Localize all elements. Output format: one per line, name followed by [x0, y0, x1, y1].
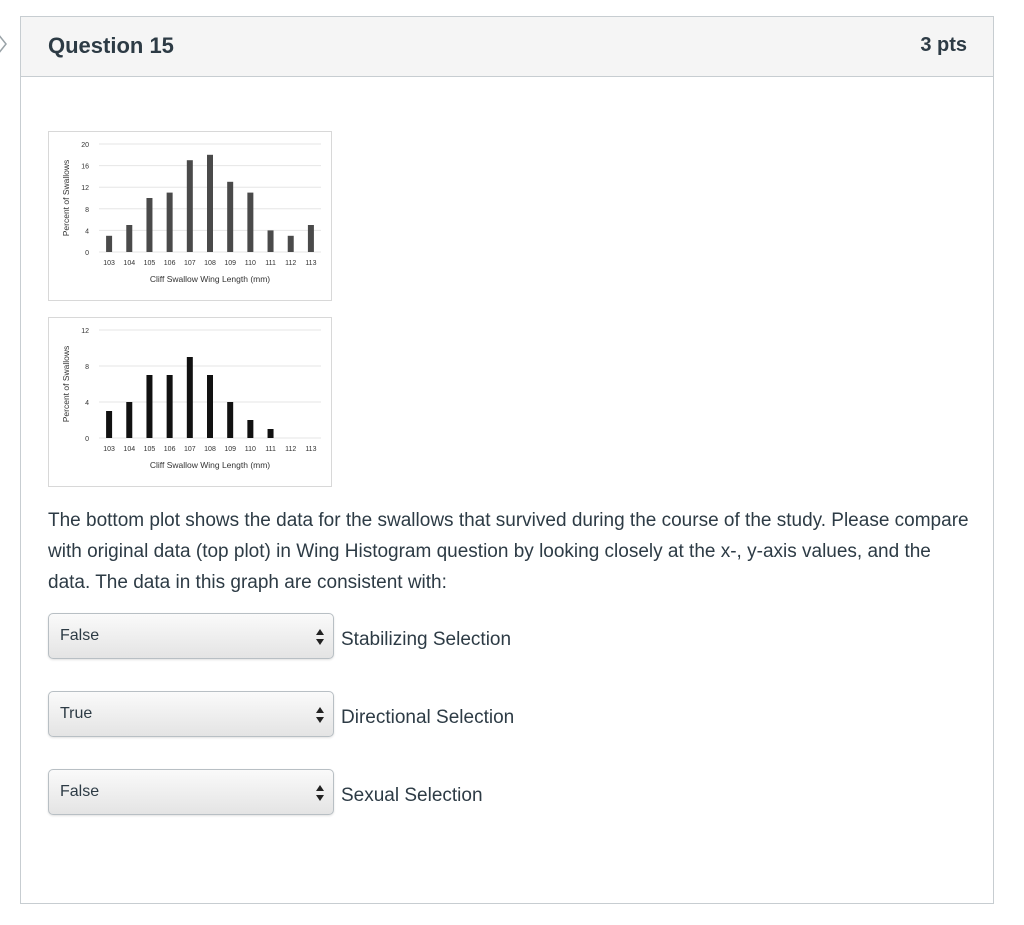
select-value: False [60, 627, 100, 644]
up-down-arrows-icon [315, 706, 325, 724]
x-tick-label: 104 [123, 260, 136, 267]
x-tick-label: 107 [183, 446, 196, 453]
x-tick-label: 103 [103, 260, 115, 267]
x-tick-label: 111 [265, 260, 276, 267]
x-tick-label: 112 [285, 446, 297, 453]
x-tick-label: 107 [183, 260, 196, 267]
x-tick-label: 105 [143, 260, 156, 267]
bar-106 [167, 375, 173, 438]
answer-select-sexual[interactable] [48, 769, 334, 815]
top-histogram [49, 132, 331, 300]
y-tick-label: 8 [85, 364, 89, 371]
chevron-right-icon[interactable] [0, 30, 10, 58]
y-tick-label: 8 [85, 206, 89, 214]
bar-103 [106, 411, 112, 438]
x-tick-label: 113 [305, 446, 317, 453]
y-tick-label: 4 [85, 400, 89, 407]
y-tick-label: 0 [85, 436, 89, 443]
x-tick-label: 108 [204, 260, 216, 267]
bar-113 [308, 225, 314, 252]
y-tick-label: 0 [85, 250, 89, 257]
x-tick-label: 106 [163, 446, 176, 453]
y-tick-label: 12 [81, 185, 89, 193]
up-down-arrows-icon [315, 784, 325, 802]
bar-110 [247, 193, 253, 252]
y-tick-label: 20 [81, 142, 89, 149]
x-tick-label: 111 [265, 446, 276, 453]
bottom-chart [48, 317, 332, 487]
answer-select-stabilizing[interactable] [48, 613, 334, 659]
x-tick-label: 104 [123, 446, 136, 453]
x-tick-label: 109 [224, 446, 237, 453]
top-chart [48, 131, 332, 301]
x-tick-label: 110 [244, 260, 256, 267]
x-axis-label: Cliff Swallow Wing Length (mm) [149, 460, 271, 470]
y-tick-label: 12 [81, 328, 89, 335]
x-tick-label: 112 [285, 260, 297, 267]
x-tick-label: 113 [305, 260, 317, 267]
bar-105 [146, 198, 152, 252]
bar-112 [288, 236, 294, 252]
answer-row-stabilizing [48, 613, 648, 661]
bar-111 [268, 429, 274, 438]
y-tick-label: 16 [81, 163, 89, 171]
bar-104 [126, 402, 132, 438]
bar-107 [187, 160, 193, 252]
x-axis-label: Cliff Swallow Wing Length (mm) [149, 274, 271, 284]
answer-select-directional[interactable] [48, 691, 334, 737]
bar-111 [268, 230, 274, 252]
bar-106 [167, 193, 173, 252]
bar-103 [106, 236, 112, 252]
up-down-arrows-icon [315, 628, 325, 646]
bar-105 [146, 375, 152, 438]
bar-108 [207, 155, 213, 252]
bar-107 [187, 357, 193, 438]
y-axis-label: Percent of Swallows [61, 159, 71, 237]
answer-row-directional [48, 691, 648, 739]
bar-109 [227, 182, 233, 252]
answer-label-stabilizing: Stabilizing Selection [341, 629, 512, 650]
bar-108 [207, 375, 213, 438]
y-axis-label: Percent of Swallows [61, 345, 71, 423]
x-tick-label: 110 [244, 446, 256, 453]
select-value: True [60, 705, 93, 722]
bar-104 [126, 225, 132, 252]
y-tick-label: 4 [85, 228, 89, 236]
question-points: 3 pts [920, 34, 967, 56]
question-header [21, 17, 993, 77]
x-tick-label: 109 [224, 260, 237, 267]
answer-label-directional: Directional Selection [341, 707, 515, 728]
x-tick-label: 103 [103, 446, 115, 453]
x-tick-label: 106 [163, 260, 176, 267]
question-title: Question 15 [48, 33, 174, 58]
question-text: The bottom plot shows the data for the swallows that survived during the course of the study. Please compare with original data (top plot) in Wing Histogram question by looking closely at the x-, y-axis values, and the data. The data in this graph are consistent with: [48, 510, 969, 593]
x-tick-label: 105 [143, 446, 156, 453]
answer-label-sexual: Sexual Selection [341, 785, 483, 806]
question-card [20, 16, 994, 904]
x-tick-label: 108 [204, 446, 216, 453]
select-value: False [60, 783, 100, 800]
bar-109 [227, 402, 233, 438]
bottom-histogram [49, 318, 331, 486]
answer-row-sexual [48, 769, 648, 817]
bar-110 [247, 420, 253, 438]
